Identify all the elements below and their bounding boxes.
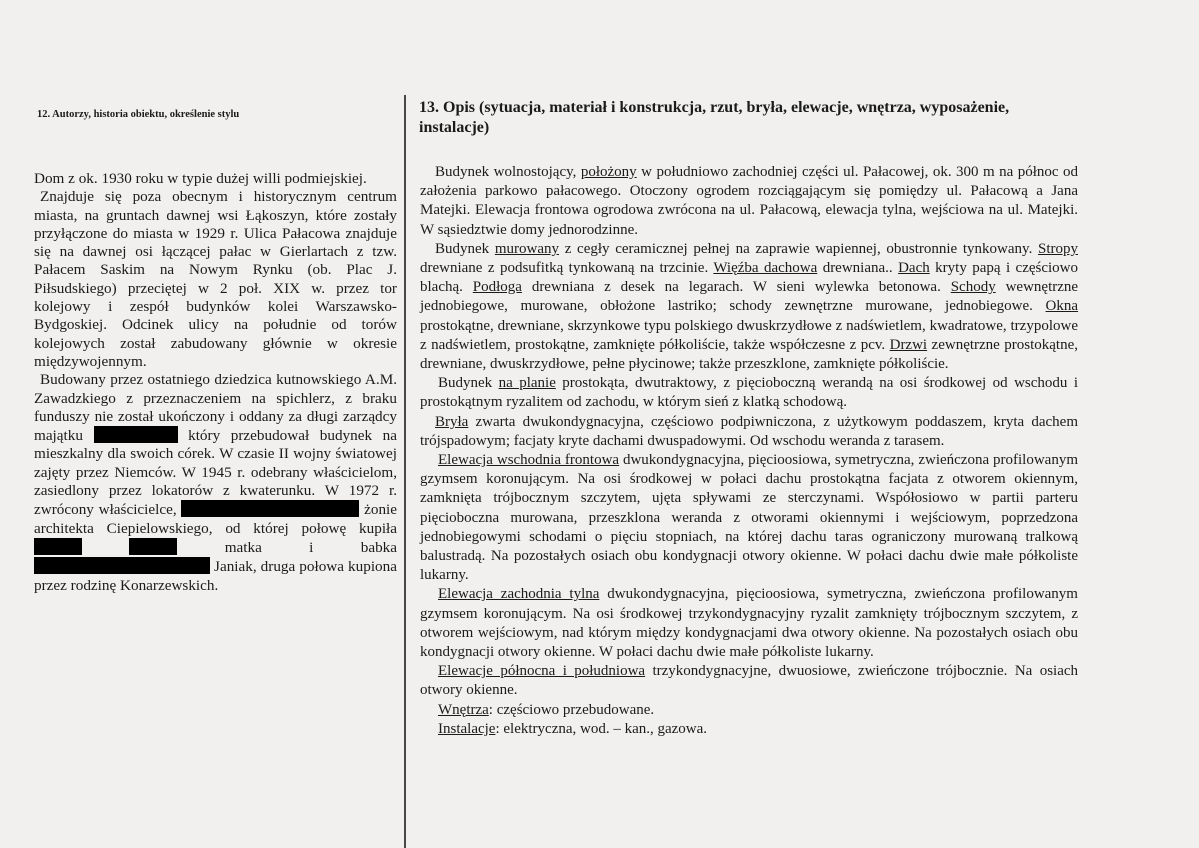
text-fragment: drewniana z desek na legarach. W sieni wylewka betonowa. xyxy=(531,279,941,296)
section-13-header: 13. Opis (sytuacja, materiał i konstrukcja, rzut, bryła, elewacje, wnętrza, wyposażenie, instalacje) xyxy=(419,99,1010,136)
text-fragment: drewniana.. xyxy=(822,260,893,277)
redaction-block xyxy=(94,426,178,443)
underlined-term: Bryła xyxy=(435,413,469,430)
underlined-term: Elewacje północna i południowa xyxy=(438,663,646,680)
text-fragment: z cegły ceramicznej pełnej na zaprawie wapiennej, obustronnie tynkowany. xyxy=(564,240,1033,257)
underlined-term: Dach xyxy=(898,260,930,277)
text-fragment: w południowo zachodniej części ul. Pałacowej, ok. 300 m na północ od założenia parkowo pałacowego. Otoczony ogrodem rozciągającym się pomiędzy ul. Pałacową a Jana Matejki. Elewacja frontowa ogrodowa zwrócona na ul. Pałacową, elewacja tylna, wejściowa na ul. Matejki. W sąsiedztwie domy jednorodzinne. xyxy=(420,164,1079,238)
text-fragment: żonie architekta Ciepielowskiego, od której połowę kupiła xyxy=(34,501,398,537)
text-fragment: : częściowo przebudowane. xyxy=(488,701,655,718)
text-fragment: Budynek xyxy=(435,240,490,257)
underlined-term: Instalacje xyxy=(438,720,496,737)
underlined-term: Stropy xyxy=(1038,240,1079,257)
underlined-term: Okna xyxy=(1045,298,1079,315)
text-fragment: Budowany przez ostatniego dziedzica kutnowskiego A.M. Zawadzkiego z przeznaczeniem na spichlerz, z braku funduszy nie został ukończony i oddany za długi zarządcy majątku xyxy=(34,371,397,445)
underlined-term: Drzwi xyxy=(889,336,928,353)
paragraph: Znajduje się poza obecnym i historycznym centrum miasta, na gruntach dawnej wsi Łąkoszyn, które zostały przyłączone do miasta w 1929 r. Ulica Pałacowa znajduje się na dawnej osi łączącej pałac w Gierlartach z tzw. Pałacem Saskim na Nowym Rynku (ob. Plac J. Piłsudskiego) przeciętej w 2 poł. XIX w. przez tor kolejowy i zespół budynków kolei Warszawsko-Bydgoskiej. Odcinek ulicy na południe od torów kolejowych został zabudowany głównie w okresie międzywojennym. xyxy=(34,188,397,370)
underlined-term: murowany xyxy=(494,240,560,257)
text-fragment: zewnętrzne prostokątne, drewniane, dwuskrzydłowe, pełne płycinowe; także przeszklone, zamknięte półkoliście. xyxy=(420,336,1078,373)
underlined-term: Podłoga xyxy=(472,279,522,296)
paragraph xyxy=(420,374,1078,412)
paragraph: Dom z ok. 1930 roku w typie dużej willi podmiejskiej. xyxy=(34,170,367,187)
paragraph xyxy=(420,701,1078,720)
column-divider xyxy=(404,95,406,848)
paragraph xyxy=(420,163,1078,240)
text-fragment: prostokąta, dwutraktowy, z pięcioboczną werandą na osi środkowej od wschodu i prostokątnym ryzalitem od zachodu, w którym sień z klatką schodową. xyxy=(420,375,1079,411)
paragraph xyxy=(420,240,1078,374)
text-fragment: dwukondygnacyjna, pięcioosiowa, symetryczna, zwieńczona profilowanym gzymsem koronującym. Na osi środkowej trzykondygnacyjny ryzalit zamknięty trójbocznym szczytem, z otworem wejściowym, nad którym między kondygnacjami dwa otwory okienne. Na pozostałych osiach obu kondygnacji otwory okienne. W połaci dachu dwie małe półkoliste lukarny. xyxy=(420,586,1078,661)
paragraph xyxy=(34,371,397,595)
text-fragment: matka i babka xyxy=(224,538,398,556)
paragraph xyxy=(420,720,1078,739)
text-fragment: Budynek wolnostojący, xyxy=(435,164,577,180)
text-fragment: Budynek xyxy=(438,375,493,392)
underlined-term: Więźba dachowa xyxy=(713,260,818,277)
underlined-term: położony xyxy=(580,164,637,180)
paragraph xyxy=(420,413,1078,451)
text-fragment: : elektryczna, wod. – kan., gazowa. xyxy=(495,720,708,737)
underlined-term: Elewacja zachodnia tylna xyxy=(438,586,600,603)
text-fragment: Janiak, druga połowa kupiona przez rodzinę Konarzewskich. xyxy=(34,558,397,594)
underlined-term: Schody xyxy=(950,279,996,296)
text-fragment: dwukondygnacyjna, pięcioosiowa, symetryczna, zwieńczona profilowanym gzymsem koronującym. Na osi środkowej w połaci dachu prostokątna facjata z otworem okiennym, zamknięta trójbocznym szczytem, ujęta spływami ze sterczynami. Współosiowo w partii parteru pięcioboczna murowana, przeszklona weranda z otworami okiennymi i wejściowym, poprzedzona jednobiegowymi schodami o pięciu stopniach, na której dachu taras ograniczony murowaną tralkową balustradą. Na pozostałych osiach obu kondygnacji otwory okienne. W połaci dachu dwie małe półkoliste lukarny. xyxy=(420,452,1078,584)
section-13-body xyxy=(420,163,1078,739)
underlined-term: Elewacja wschodnia frontowa xyxy=(438,452,620,469)
text-fragment: kryty papą i częściowo blachą. xyxy=(420,260,1079,296)
paragraph xyxy=(420,662,1078,700)
underlined-term: Wnętrza xyxy=(438,701,489,718)
redaction-block xyxy=(34,557,210,574)
redaction-block xyxy=(129,538,177,555)
text-fragment: drewniane z podsufitką tynkowaną na trzcinie. xyxy=(420,260,709,277)
paragraph xyxy=(420,585,1078,662)
text-fragment: wewnętrzne jednobiegowe, murowane, obłożone lastriko; schody zewnętrzne murowane, jednobiegowe. xyxy=(420,279,1079,315)
section-12-body xyxy=(34,170,397,595)
redaction-block xyxy=(181,500,359,517)
paragraph xyxy=(420,451,1078,585)
text-fragment: zwarta dwukondygnacyjna, częściowo podpiwniczona, z użytkowym poddaszem, kryta dachem trójspadowym; facjaty kryte dachami dwuspadowymi. Od wschodu weranda z tarasem. xyxy=(420,413,1078,449)
underlined-term: na planie xyxy=(498,375,556,392)
section-12-header: 12. Autorzy, historia obiektu, określenie stylu xyxy=(37,109,240,120)
text-fragment: prostokątne, drewniane, skrzynkowe typu polskiego dwuskrzydłowe z nadświetlem, kwadratowe, trzypolowe z nadświetlem, prostokątne, zamknięte półkoliście, także współczesne z pcv. xyxy=(420,317,1078,353)
redaction-block xyxy=(34,538,82,555)
text-fragment: który przebudował budynek na mieszkalny dla swoich córek. W czasie II wojny światowej zajęty przez Niemców. W 1945 r. odebrany właścicielom, zasiedlony przez lokatorów z kwaterunku. W 1972 r. zwrócony właścicielce, xyxy=(34,427,398,519)
text-fragment: trzykondygnacyjne, dwuosiowe, zwieńczone trójbocznie. Na osiach otwory okienne. xyxy=(420,663,1079,699)
